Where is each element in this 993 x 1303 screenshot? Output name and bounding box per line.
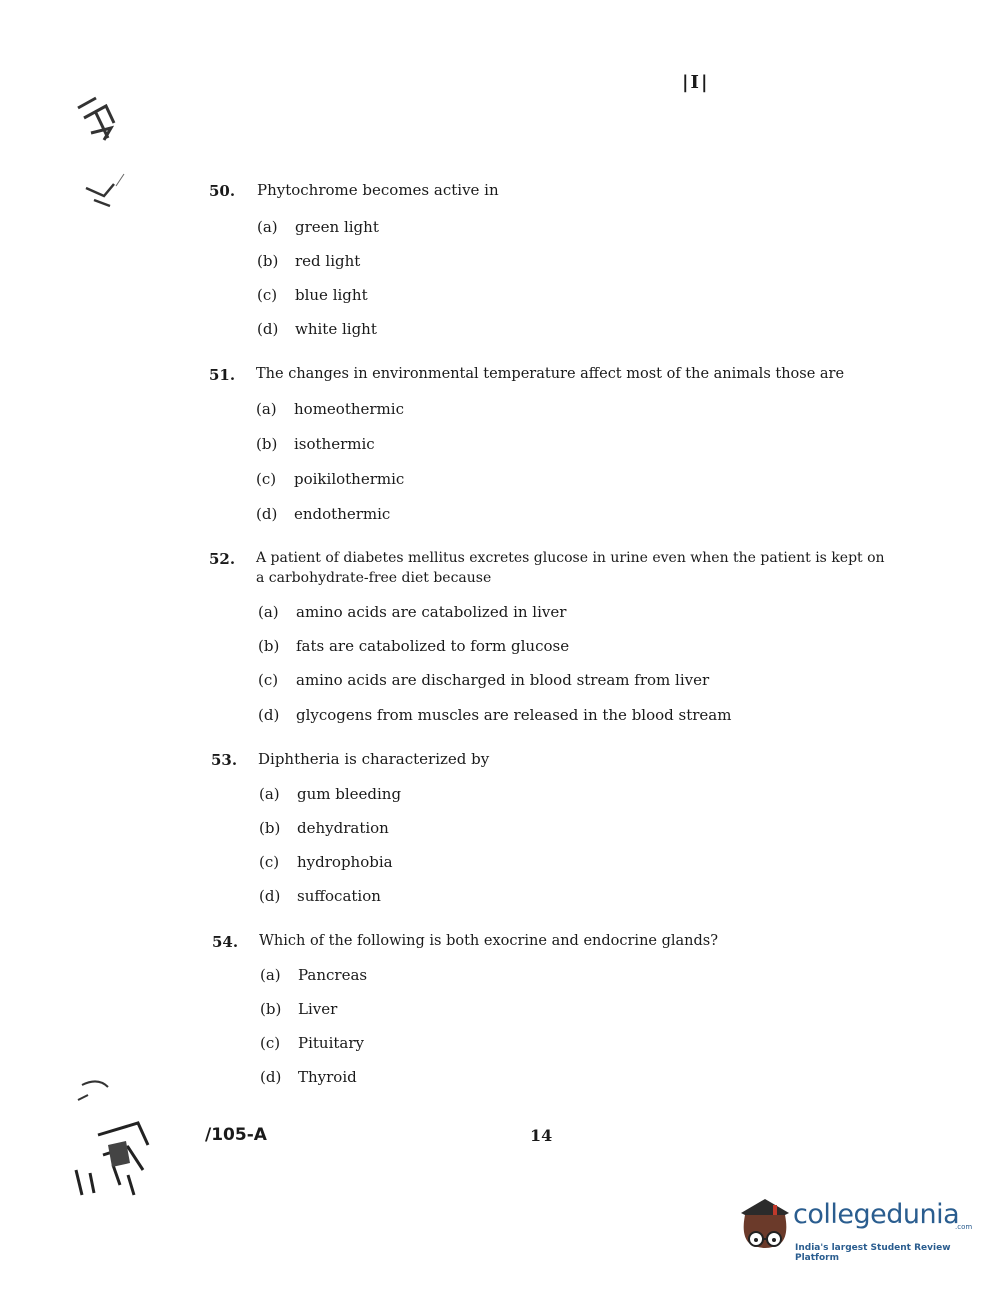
question-text: The changes in environmental temperature affect most of the animals those are <box>256 366 845 382</box>
option-text: red light <box>295 252 361 270</box>
option-label: (d) <box>259 887 281 905</box>
page-number: 14 <box>530 1126 553 1145</box>
option-text: blue light <box>295 286 368 304</box>
option-a <box>256 400 404 418</box>
option-text: white light <box>295 320 377 338</box>
option-c <box>260 1034 364 1052</box>
question-number: 53. <box>211 751 238 769</box>
option-text: endothermic <box>294 505 391 523</box>
question-text-line2: a carbohydrate-free diet because <box>256 570 492 586</box>
option-label: (c) <box>260 1034 281 1052</box>
question-number: 51. <box>209 366 236 384</box>
option-label: (a) <box>257 218 278 236</box>
option-text: amino acids are catabolized in liver <box>296 603 567 621</box>
option-d <box>257 320 377 338</box>
option-c <box>259 853 393 871</box>
option-text: isothermic <box>294 435 375 453</box>
option-label: (c) <box>256 470 277 488</box>
option-text: fats are catabolized to form glucose <box>296 637 570 655</box>
option-text: glycogens from muscles are released in the blood stream <box>296 706 732 724</box>
option-b <box>259 819 389 837</box>
option-d <box>259 887 381 905</box>
option-label: (d) <box>258 706 280 724</box>
question-number: 52. <box>209 550 236 568</box>
question-text: Which of the following is both exocrine and endocrine glands? <box>259 933 718 949</box>
option-label: (b) <box>256 435 278 453</box>
mascot-icon <box>735 1195 795 1257</box>
brand-suffix: .com <box>955 1223 973 1231</box>
option-d <box>260 1068 357 1086</box>
option-label: (a) <box>258 603 279 621</box>
option-text: Liver <box>298 1000 338 1018</box>
option-d <box>258 706 731 724</box>
option-text: Pancreas <box>298 966 368 984</box>
option-label: (d) <box>256 505 278 523</box>
option-c <box>256 470 404 488</box>
option-text: amino acids are discharged in blood stream from liver <box>296 671 710 689</box>
option-b <box>260 1000 337 1018</box>
option-a <box>259 785 401 803</box>
scan-smudge-top <box>66 78 156 248</box>
option-label: (b) <box>259 819 281 837</box>
brand-name: collegedunia <box>793 1199 960 1230</box>
question-text: Phytochrome becomes active in <box>257 181 499 199</box>
option-label: (c) <box>258 671 279 689</box>
option-label: (b) <box>258 637 280 655</box>
option-label: (c) <box>259 853 280 871</box>
option-label: (a) <box>259 785 280 803</box>
option-label: (d) <box>260 1068 282 1086</box>
option-c <box>257 286 368 304</box>
option-a <box>260 966 367 984</box>
option-label: (d) <box>257 320 279 338</box>
option-text: Thyroid <box>298 1068 357 1086</box>
option-text: dehydration <box>297 819 389 837</box>
question-number: 54. <box>212 933 239 951</box>
option-d <box>256 505 390 523</box>
paper-code: /105-A <box>205 1125 267 1145</box>
brand-tagline: India's largest Student Review Platform <box>795 1243 951 1263</box>
option-text: green light <box>295 218 379 236</box>
option-label: (c) <box>257 286 278 304</box>
header-mark: |I| <box>682 72 710 93</box>
option-text: gum bleeding <box>297 785 402 803</box>
scan-smudge-bottom <box>68 1075 168 1200</box>
option-label: (a) <box>260 966 281 984</box>
collegedunia-logo[interactable] <box>735 1195 973 1265</box>
option-text: homeothermic <box>294 400 404 418</box>
option-b <box>257 252 360 270</box>
question-number: 50. <box>209 182 236 200</box>
option-a <box>258 603 566 621</box>
option-label: (b) <box>260 1000 282 1018</box>
option-text: suffocation <box>297 887 381 905</box>
option-b <box>258 637 569 655</box>
question-text: Diphtheria is characterized by <box>258 750 490 768</box>
option-text: Pituitary <box>298 1034 364 1052</box>
option-label: (b) <box>257 252 279 270</box>
question-text-line1: A patient of diabetes mellitus excretes glucose in urine even when the patient is kept on <box>256 550 885 566</box>
option-a <box>257 218 379 236</box>
option-c <box>258 671 709 689</box>
option-text: poikilothermic <box>294 470 405 488</box>
option-label: (a) <box>256 400 277 418</box>
option-b <box>256 435 375 453</box>
option-text: hydrophobia <box>297 853 393 871</box>
